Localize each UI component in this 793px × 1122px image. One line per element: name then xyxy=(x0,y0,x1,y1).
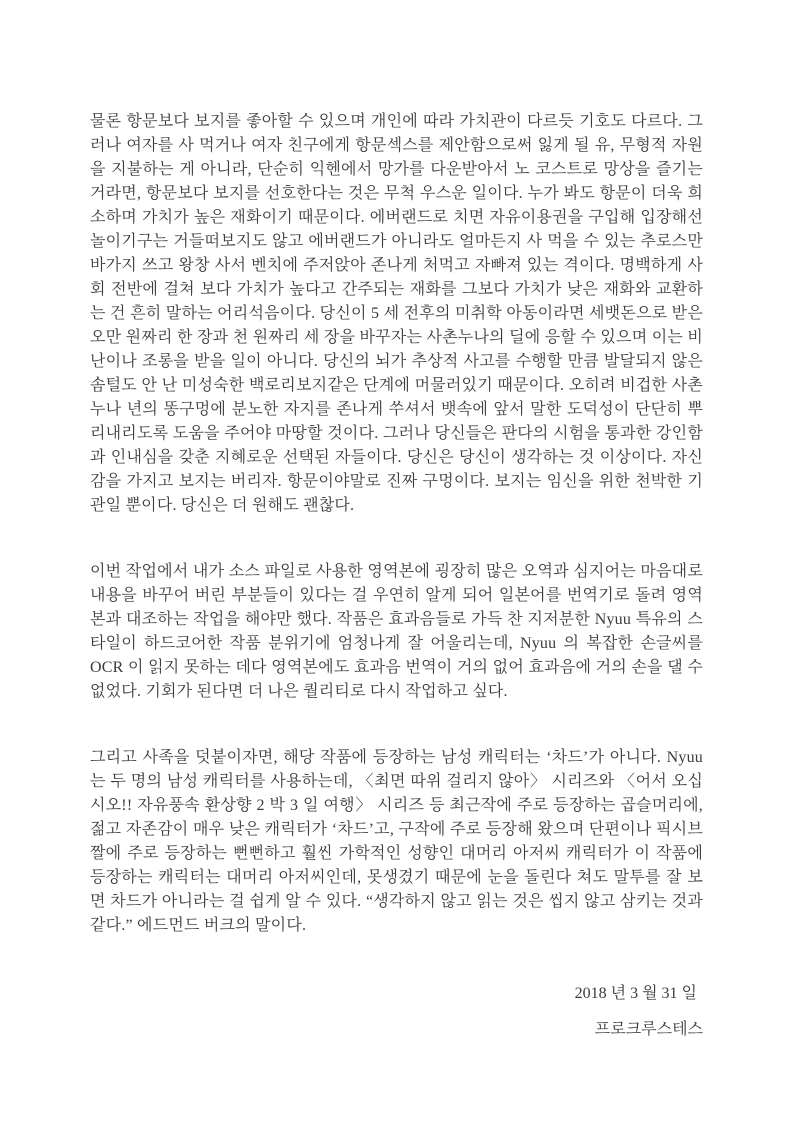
document-date: 2018 년 3 월 31 일 xyxy=(574,985,697,1002)
paragraph-2: 이번 작업에서 내가 소스 파일로 사용한 영역본에 굉장히 많은 오역과 심지어는 마음대로 내용을 바꾸어 버린 부분들이 있다는 걸 우연히 알게 되어 일본어를 번역기로 돌려 영역본과 대조하는 작업을 해야만 했다. 작품은 효과음들로 가득 찬 지저분한 Nyuu 특유의 스타일이 하드코어한 작품 분위기에 엄청나게 잘 어울리는데, Nyuu 의 복잡한 손글씨를 OCR 이 읽지 못하는 데다 영역본에도 효과음 번역이 거의 없어 효과음에 거의 손을 댈 수 없었다. 기회가 된다면 더 나은 퀄리티로 다시 작업하고 싶다. xyxy=(90,563,703,700)
document-signature: 프로크루스테스 xyxy=(594,1021,703,1038)
paragraph-3: 그리고 사족을 덧붙이자면, 해당 작품에 등장하는 남성 캐릭터는 ‘차드’가 아니다. Nyuu 는 두 명의 남성 캐릭터를 사용하는데, 〈최면 따위 걸리지 않아〉 시리즈와 〈어서 오십시오!! 자유풍속 환상향 2 박 3 일 여행〉 시리즈 등 최근작에 주로 등장하는 곱슬머리에, 젊고 자존감이 매우 낮은 캐릭터가 ‘차드’고, 구작에 주로 등장해 왔으며 단편이나 픽시브 짤에 주로 등장하는 뻔뻔하고 훨씬 가학적인 성향인 대머리 아저씨 캐릭터가 이 작품에 등장하는 캐릭터는 대머리 아저씨인데, 못생겼기 때문에 눈을 돌린다 쳐도 말투를 잘 보면 차드가 아니라는 걸 쉽게 알 수 있다. “생각하지 않고 읽는 것은 씹지 않고 삼키는 것과 같다.” 에드먼드 버크의 말이다. xyxy=(90,749,703,934)
paragraph-1: 물론 항문보다 보지를 좋아할 수 있으며 개인에 따라 가치관이 다르듯 기호도 다르다. 그러나 여자를 사 먹거나 여자 친구에게 항문섹스를 제안함으로써 잃게 될 유, 무형적 자원을 지불하는 게 아니라, 단순히 익헨에서 망가를 다운받아서 노 코스트로 망상을 즐기는 거라면, 항문보다 보지를 선호한다는 것은 무척 우스운 일이다. 누가 봐도 항문이 더욱 희소하며 가치가 높은 재화이기 때문이다. 에버랜드로 치면 자유이용권을 구입해 입장해선 놀이기구는 거들떠보지도 않고 에버랜드가 아니라도 얼마든지 사 먹을 수 있는 추로스만 바가지 쓰고 왕창 사서 벤치에 주저앉아 존나게 처먹고 자빠져 있는 격이다. 명백하게 사회 전반에 걸쳐 보다 가치가 높다고 간주되는 재화를 그보다 가치가 낮은 재화와 교환하는 건 흔히 말하는 어리석음이다. 당신이 5 세 전후의 미취학 아동이라면 세뱃돈으로 받은 오만 원짜리 한 장과 천 원짜리 세 장을 바꾸자는 사촌누나의 딜에 응할 수 있으며 이는 비난이나 조롱을 받을 일이 아니다. 당신의 뇌가 추상적 사고를 수행할 만큼 발달되지 않은 솜털도 안 난 미성숙한 백로리보지같은 단계에 머물러있기 때문이다. 오히려 비겁한 사촌누나 년의 똥구멍에 분노한 자지를 존나게 쑤셔서 뱃속에 앞서 말한 도덕성이 단단히 뿌리내리도록 도움을 주어야 마땅할 것이다. 그러나 당신들은 판다의 시험을 통과한 강인함과 인내심을 갖춘 지혜로운 선택된 자들이다. 당신은 당신이 생각하는 것 이상이다. 자신감을 가지고 보지는 버리자. 항문이야말로 진짜 구멍이다. 보지는 임신을 위한 천박한 기관일 뿐이다. 당신은 더 원해도 괜찮다. xyxy=(90,113,703,514)
closing-block xyxy=(90,982,703,1042)
